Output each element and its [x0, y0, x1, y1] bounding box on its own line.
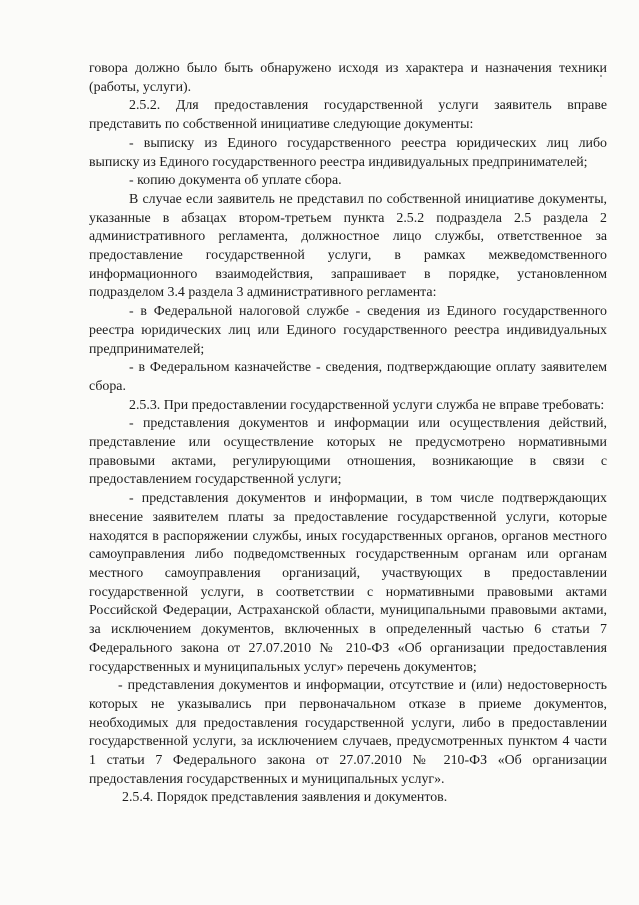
paragraph-section-2-5-3: 2.5.3. При предоставлении государственной услуги служба не вправе требовать: — [129, 397, 605, 413]
list-item: - в Федеральной налоговой службе - сведения из Единого государственного реестра юридических лиц или Единого государственного реестра индивидуальных предпринимателей; — [89, 304, 607, 357]
paragraph: В случае если заявитель не представил по собственной инициативе документы, указанные в абзацах втором-третьем пункта 2.5.2 подраздела 2.5 раздела 2 административного регламента, должностное лицо службы, ответственное за предоставление государственной услуги, в рамках межведомственного информационного взаимодействия, запрашивает в порядке, установленном подразделом 3.4 раздела 3 административного регламента: — [89, 191, 607, 301]
list-item: - представления документов и информации, отсутствие и (или) недостоверность которых не указывались при первоначальном отказе в приеме документов, необходимых для предоставления государственной услуги, либо в предоставлении государственной услуги, за исключением случаев, предусмотренных пунктом 4 части 1 статьи 7 Федерального закона от 27.07.2010 № 210-ФЗ «Об организации предоставления государственных и муниципальных услуг». — [89, 678, 607, 787]
list-item: - представления документов и информации, в том числе подтверждающих внесение заявителем платы за предоставление государственной услуги, которые находятся в распоряжении службы, иных государственных органов, органов местного самоуправления либо подведомственных государственным органам или органам местного самоуправления организаций, участвующих в предоставлении государственной услуги, в соответствии с нормативными правовыми актами Российской Федерации, Астраханской области, муниципальными правовыми актами, за исключением документов, включенных в определенный частью 6 статьи 7 Федерального закона от 27.07.2010 № 210-ФЗ «Об организации предоставления государственных и муниципальных услуг» перечень документов; — [89, 491, 607, 675]
list-item: - выписку из Единого государственного реестра юридических лиц либо выписку из Единого государственного реестра индивидуальных предпринимателей; — [89, 135, 607, 170]
list-item: - в Федеральном казначействе - сведения, подтверждающие оплату заявителем сбора. — [89, 360, 607, 394]
document-body — [89, 60, 607, 808]
list-item: - представления документов и информации или осуществления действий, представление или осуществление которых не предусмотрено нормативными правовыми актами, регулирующими отношения, возникающие в связи с предоставлением государственной услуги; — [89, 416, 607, 488]
paragraph: говора должно было быть обнаружено исходя из характера и назначения техники (работы, услуги). — [89, 61, 607, 95]
paragraph-section-2-5-4: 2.5.4. Порядок представления заявления и документов. — [122, 790, 448, 806]
list-item: - копию документа об уплате сбора. — [129, 173, 342, 189]
paragraph-section-2-5-2: 2.5.2. Для предоставления государственной услуги заявитель вправе представить по собственной инициативе следующие документы: — [89, 98, 607, 133]
